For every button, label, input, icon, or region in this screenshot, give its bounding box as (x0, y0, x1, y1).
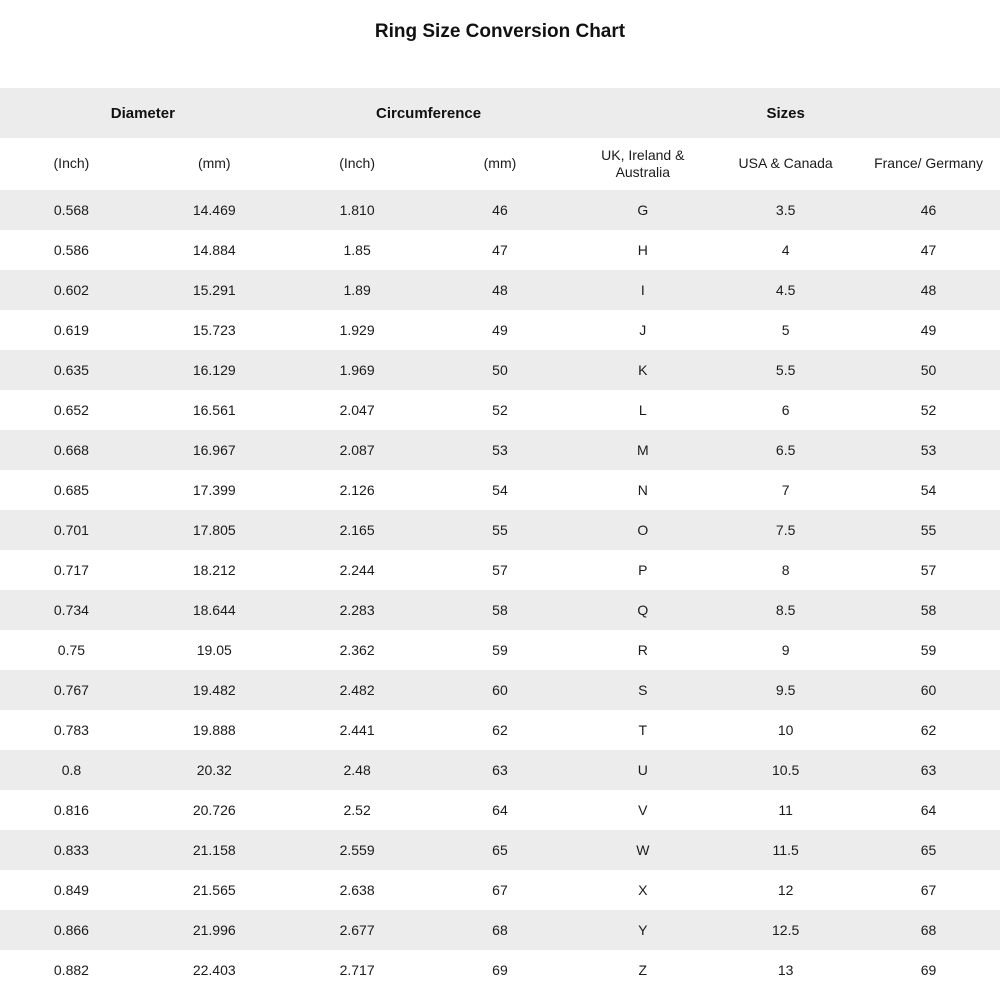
group-header-circumference: Circumference (286, 88, 572, 138)
table-cell-0: 0.8 (61, 762, 82, 778)
table-row (0, 470, 1000, 510)
table-cell-2: 2.638 (339, 882, 375, 898)
table-cell-4: I (640, 282, 645, 298)
table-cell-5: 5.5 (775, 362, 796, 378)
table-row (0, 230, 1000, 270)
table-row (0, 510, 1000, 550)
table-cell-2: 2.283 (339, 602, 375, 618)
table-cell-0: 0.635 (53, 362, 89, 378)
table-cell-0: 0.586 (53, 242, 89, 258)
table-cell-6: 60 (920, 682, 937, 698)
table-cell-1: 17.399 (192, 482, 236, 498)
table-cell-3: 53 (492, 442, 508, 458)
table-cell-1: 14.884 (192, 242, 236, 258)
table-cell-0: 0.568 (53, 202, 89, 218)
table-cell-6: 46 (920, 202, 937, 218)
table-cell-2: 1.929 (339, 322, 375, 338)
table-row (0, 710, 1000, 750)
table-cell-0: 0.783 (53, 722, 89, 738)
table-cell-3: 62 (492, 722, 508, 738)
table-row (0, 790, 1000, 830)
column-header-row (0, 138, 1000, 190)
table-cell-4: P (638, 562, 648, 578)
table-cell-6: 52 (920, 402, 937, 418)
table-cell-2: 2.441 (339, 722, 375, 738)
table-cell-1: 19.05 (196, 642, 232, 658)
table-cell-4: U (637, 762, 648, 778)
table-cell-2: 2.717 (339, 962, 375, 978)
table-cell-2: 2.559 (339, 842, 375, 858)
table-cell-4: G (637, 202, 649, 218)
table-cell-0: 0.717 (53, 562, 89, 578)
table-cell-5: 12 (777, 882, 794, 898)
table-cell-0: 0.75 (57, 642, 86, 658)
table-cell-0: 0.816 (53, 802, 89, 818)
table-cell-5: 9.5 (775, 682, 796, 698)
table-row (0, 750, 1000, 790)
table-cell-4: S (638, 682, 648, 698)
table-row (0, 950, 1000, 990)
table-cell-6: 50 (920, 362, 937, 378)
table-cell-3: 57 (492, 562, 508, 578)
group-header-diameter: Diameter (0, 88, 286, 138)
table-cell-0: 0.866 (53, 922, 89, 938)
table-cell-2: 1.810 (339, 202, 375, 218)
table-cell-1: 22.403 (192, 962, 236, 978)
table-cell-5: 11.5 (772, 842, 799, 858)
column-header-0: (Inch) (0, 138, 143, 190)
table-cell-4: K (638, 362, 648, 378)
page-title: Ring Size Conversion Chart (374, 21, 626, 42)
table-cell-1: 21.996 (192, 922, 236, 938)
table-cell-1: 14.469 (192, 202, 236, 218)
column-header-1: (mm) (143, 138, 286, 190)
ring-size-conversion-table (0, 88, 1000, 990)
table-row (0, 870, 1000, 910)
table-cell-4: W (636, 842, 650, 858)
table-cell-1: 21.158 (192, 842, 236, 858)
table-cell-4: M (636, 442, 649, 458)
table-cell-0: 0.833 (53, 842, 89, 858)
table-cell-6: 48 (920, 282, 937, 298)
group-header-sizes: Sizes (571, 88, 1000, 138)
table-cell-3: 54 (492, 482, 508, 498)
table-row (0, 910, 1000, 950)
table-cell-5: 4 (781, 242, 790, 258)
table-cell-6: 47 (920, 242, 937, 258)
table-row (0, 430, 1000, 470)
table-cell-3: 69 (492, 962, 508, 978)
table-cell-3: 64 (492, 802, 508, 818)
table-cell-2: 2.047 (339, 402, 375, 418)
table-cell-5: 6 (781, 402, 790, 418)
table-cell-4: O (637, 522, 649, 538)
table-cell-0: 0.701 (53, 522, 89, 538)
table-cell-1: 15.291 (192, 282, 236, 298)
table-row (0, 550, 1000, 590)
table-cell-0: 0.734 (53, 602, 89, 618)
table-row (0, 350, 1000, 390)
table-cell-6: 53 (920, 442, 937, 458)
table-cell-4: N (637, 482, 648, 498)
table-row (0, 830, 1000, 870)
table-cell-5: 9 (781, 642, 790, 658)
table-cell-5: 11 (778, 802, 793, 818)
table-cell-3: 55 (492, 522, 508, 538)
column-header-3: (mm) (429, 138, 572, 190)
table-cell-0: 0.668 (53, 442, 89, 458)
table-cell-0: 0.767 (53, 682, 89, 698)
table-cell-2: 2.126 (339, 482, 375, 498)
table-cell-3: 50 (492, 362, 508, 378)
table-cell-4: Q (637, 602, 649, 618)
table-body (0, 190, 1000, 990)
table-cell-2: 2.52 (343, 802, 371, 818)
table-row (0, 270, 1000, 310)
table-cell-5: 5 (781, 322, 790, 338)
table-cell-5: 10.5 (772, 762, 800, 778)
table-cell-5: 6.5 (775, 442, 796, 458)
table-cell-6: 55 (920, 522, 937, 538)
table-cell-5: 7.5 (775, 522, 796, 538)
table-cell-3: 47 (492, 242, 508, 258)
table-cell-2: 2.482 (339, 682, 375, 698)
table-row (0, 190, 1000, 230)
table-cell-6: 69 (920, 962, 937, 978)
group-header-row (0, 88, 1000, 138)
table-cell-4: H (637, 242, 648, 258)
table-cell-2: 2.362 (339, 642, 375, 658)
table-cell-3: 58 (492, 602, 508, 618)
table-cell-1: 16.561 (192, 402, 236, 418)
table-cell-1: 18.644 (192, 602, 236, 618)
table-cell-2: 2.087 (339, 442, 375, 458)
table-row (0, 590, 1000, 630)
table-cell-3: 59 (492, 642, 508, 658)
table-row (0, 630, 1000, 670)
table-cell-2: 1.89 (343, 282, 371, 298)
table-cell-5: 13 (777, 962, 794, 978)
table-cell-3: 68 (492, 922, 508, 938)
table-cell-5: 3.5 (775, 202, 796, 218)
table-cell-3: 48 (492, 282, 508, 298)
column-header-4: UK, Ireland & Australia (571, 138, 714, 190)
table-row (0, 310, 1000, 350)
table-cell-3: 49 (492, 322, 508, 338)
table-cell-0: 0.849 (53, 882, 89, 898)
table-cell-5: 10 (777, 722, 794, 738)
table-cell-4: J (639, 322, 647, 338)
table-cell-2: 1.85 (343, 242, 371, 258)
table-cell-1: 16.129 (192, 362, 236, 378)
table-row (0, 670, 1000, 710)
table-cell-3: 46 (492, 202, 508, 218)
table-cell-0: 0.685 (53, 482, 89, 498)
table-cell-6: 49 (920, 322, 937, 338)
table-cell-6: 67 (920, 882, 937, 898)
table-row (0, 390, 1000, 430)
column-header-5: USA & Canada (714, 138, 857, 190)
table-cell-3: 60 (492, 682, 508, 698)
table-cell-2: 1.969 (339, 362, 375, 378)
table-cell-3: 63 (492, 762, 508, 778)
table-cell-6: 64 (920, 802, 937, 818)
table-cell-3: 65 (492, 842, 508, 858)
table-cell-6: 68 (920, 922, 937, 938)
table-cell-1: 16.967 (192, 442, 236, 458)
table-cell-3: 67 (492, 882, 508, 898)
table-cell-4: Y (638, 922, 648, 938)
table-cell-4: V (638, 802, 648, 818)
table-cell-6: 54 (920, 482, 937, 498)
table-cell-5: 8 (781, 562, 790, 578)
table-cell-1: 18.212 (192, 562, 236, 578)
table-cell-5: 7 (781, 482, 790, 498)
table-cell-1: 20.32 (196, 762, 232, 778)
table-cell-3: 52 (492, 402, 508, 418)
table-cell-1: 21.565 (192, 882, 236, 898)
table-cell-6: 65 (920, 842, 937, 858)
table-cell-0: 0.652 (53, 402, 89, 418)
table-cell-1: 15.723 (192, 322, 236, 338)
table-cell-0: 0.882 (53, 962, 89, 978)
table-cell-2: 2.48 (343, 762, 371, 778)
table-cell-4: T (638, 722, 648, 738)
table-cell-4: Z (638, 962, 648, 978)
table-cell-6: 58 (920, 602, 937, 618)
table-cell-0: 0.602 (53, 282, 89, 298)
table-cell-1: 20.726 (192, 802, 236, 818)
table-cell-5: 8.5 (775, 602, 796, 618)
table-cell-1: 19.482 (192, 682, 236, 698)
table-cell-4: R (637, 642, 648, 658)
table-cell-4: X (638, 882, 648, 898)
table-cell-1: 19.888 (192, 722, 236, 738)
column-header-6: France/ Germany (857, 138, 1000, 190)
table-cell-6: 62 (920, 722, 937, 738)
table-cell-1: 17.805 (192, 522, 236, 538)
table-cell-6: 59 (920, 642, 937, 658)
table-cell-5: 12.5 (772, 922, 800, 938)
table-cell-2: 2.244 (339, 562, 375, 578)
table-cell-6: 57 (920, 562, 937, 578)
column-header-2: (Inch) (286, 138, 429, 190)
table-cell-2: 2.165 (339, 522, 375, 538)
table-cell-6: 63 (920, 762, 937, 778)
table-cell-2: 2.677 (339, 922, 375, 938)
table-cell-5: 4.5 (775, 282, 796, 298)
table-cell-4: L (638, 402, 647, 418)
table-cell-0: 0.619 (53, 322, 89, 338)
